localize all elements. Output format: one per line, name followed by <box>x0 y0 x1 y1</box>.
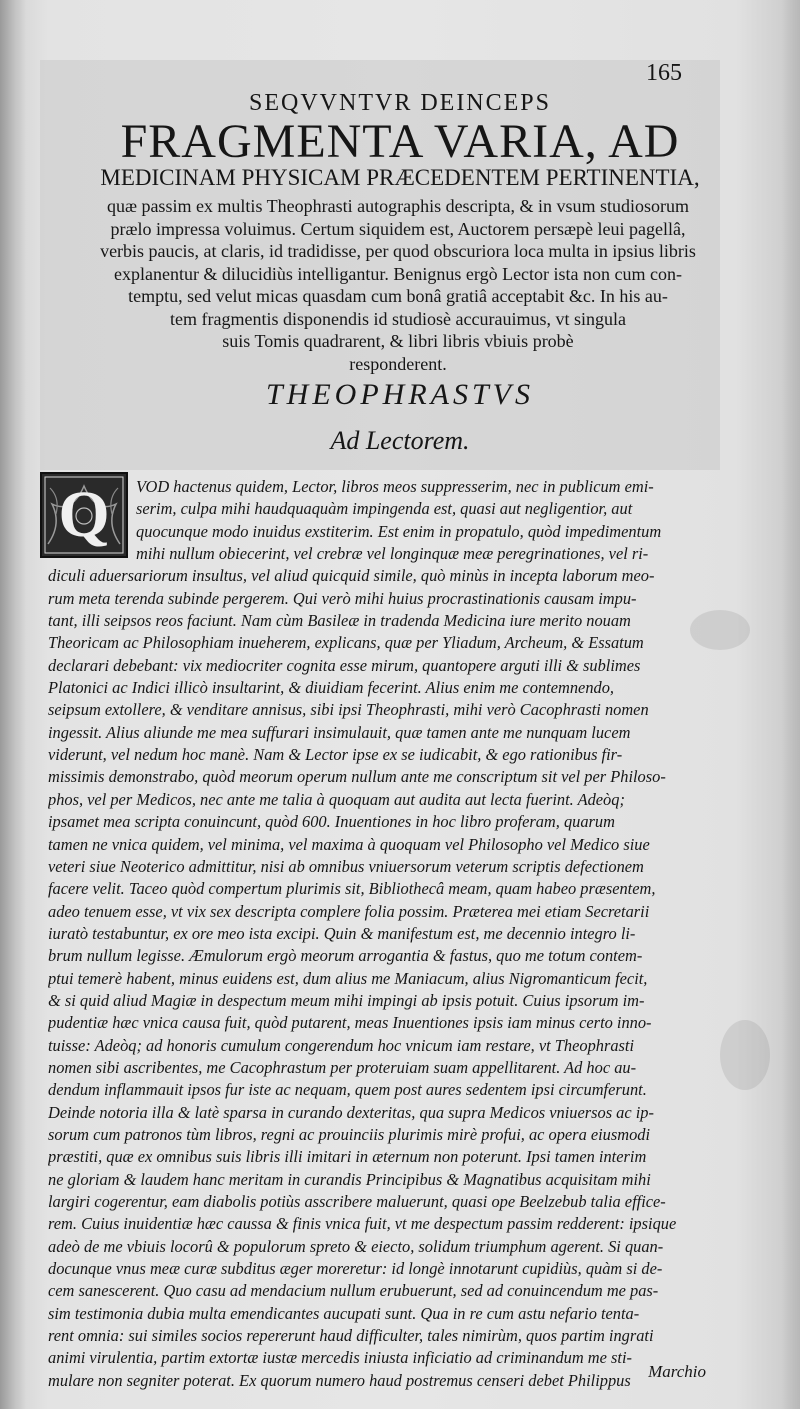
text-line: mulare non segniter poterat. Ex quorum numero haud postremus censeri debet Philippus <box>48 1370 631 1390</box>
text-line: diculi aduersariorum insultus, vel aliud quicquid simile, quò minùs in incepta laborum meo- <box>48 566 655 586</box>
text-line: veteri siue Neoterico admittitur, nisi ab omnibus vniuersorum veterum scriptis defectionem <box>48 856 644 876</box>
text-line: docunque vnus meæ curæ subditus æger moreretur: id longè innotarunt cupidiùs, quàm si de- <box>48 1259 663 1279</box>
text-line: serim, culpa mihi haudquaquàm impingenda est, quasi aut negligentior, aut <box>136 499 633 519</box>
text-line: adeo tenuem esse, vt vix sex descripta complere folia possim. Præterea mei etiam Secretarii <box>48 901 650 921</box>
text-line: missimis demonstrabo, quòd meorum operum nullum ante me conscriptum sit vel per Philoso- <box>48 767 666 787</box>
text-line: ptui temerè habent, minus euidens est, dum alius me Maniacum, alius Nigromanticum fecit, <box>48 968 648 988</box>
catchword: Marchio <box>648 1362 706 1381</box>
text-line: tuisse: Adeòq; ad honoris cumulum congerendum hoc vnicum iam restare, vt Theophrasti <box>48 1035 635 1055</box>
text-line: largiri cogerentur, eam diabolis potiùs asscribere maluerunt, quasi ope Beelzebub talia effice- <box>48 1192 666 1211</box>
subtitle: MEDICINAM PHYSICAM PRÆCEDENTEM PERTINENTIA, <box>100 165 700 190</box>
text-line: tamen ne vnica quidem, vel minima, vel maxima à quoquam vel Philosopho vel Medico siue <box>48 834 650 854</box>
text-line: & si quid aliud Magiæ in despectum meum mihi impingi ab ipsis potuit. Cuius ipsorum im- <box>48 990 645 1010</box>
text-line: facere velit. Taceo quòd compertum plurimis sit, Bibliothecâ meam, quam habeo præsentem, <box>48 879 656 899</box>
main-title: FRAGMENTA VARIA, AD <box>120 115 680 168</box>
text-line: sim testimonia dubia multa emendicantes aucupati sunt. Qua in re cum astu nefario tenta- <box>48 1303 640 1323</box>
text-line: cem sanescerent. Quo casu ad mendacium nullum erubuerunt, sed ad conuincendum me pas- <box>48 1281 659 1301</box>
intro-paragraph <box>48 195 748 375</box>
text-line: rem. Cuius inuidentiæ hæc caussa & finis vnica fuit, vt me despectum passim redderent: ipsique <box>48 1214 677 1234</box>
text-line: dendum inflammauit ipsos fur iste ac nequam, quem post aures sedentem ipsi circumferunt. <box>48 1080 647 1100</box>
text-line: ne gloriam & laudem hanc meritam in curandis Principibus & Magnatibus acquisitam mihi <box>48 1169 651 1189</box>
intro-line: suis Tomis quadrarent, & libri libris vbiuis probè <box>222 331 574 351</box>
initial-letter: Q <box>58 478 110 551</box>
page-edge-shadow <box>782 0 800 1409</box>
text-line: Platonici ac Indici illicò insultarint, & diuidiam fecerint. Alius enim me contemnendo, <box>48 678 614 698</box>
text-line: præstiti, quæ ex omnibus suis libris illi imitari in æternum non poterunt. Ipsi tamen interim <box>48 1147 647 1167</box>
text-line: Deinde notoria illa & latè sparsa in curando dexteritas, qua supra Medicos vniuersos ac ip- <box>48 1102 654 1122</box>
text-line: rum meta terenda subinde pergerem. Qui verò mihi huius procrastinationis causam impu- <box>48 588 637 608</box>
text-line: pudentiæ hæc vnica causa fuit, quòd putarent, meas Inuentiones ipsis iam minus certo inno- <box>48 1013 652 1033</box>
text-line: sorum cum patronos tùm libros, regni ac prouinciis plurimis mirè profui, ac opera eiusmodi <box>48 1124 651 1144</box>
gutter-shadow <box>0 0 26 1409</box>
body-text <box>48 476 708 1392</box>
paper-stain <box>720 1020 770 1090</box>
text-line: adeò de me vbiuis locorû & populorum spreto & eiecto, solidum triumphum agerent. Si quan- <box>48 1236 664 1256</box>
text-line: nomen sibi ascribentes, me Cacophrastum per proteruiam suam appellitarent. Ad hoc au- <box>48 1057 637 1077</box>
intro-line: tem fragmentis disponendis id studiosè accurauimus, vt singula <box>170 308 626 329</box>
intro-line: quæ passim ex multis Theophrasti autographis descripta, & in vsum studiosorum <box>106 196 690 216</box>
text-line: VOD hactenus quidem, Lector, libros meos suppresserim, nec in publicum emi- <box>136 477 654 496</box>
text-line: animi virulentia, partim extortæ iustæ mercedis iniusta inficiatio ad criminandum me sti- <box>48 1348 632 1368</box>
intro-line: temptu, sed velut micas quasdam cum bonâ gratiâ acceptabit &c. In his au- <box>128 286 668 306</box>
text-line: rent omnia: sui similes socios repererunt haud difficulter, tales nimirùm, quos partim ingrati <box>48 1326 654 1346</box>
text-line: viderunt, vel nedum hoc manè. Nam & Lector ipse ex se iudicabit, & ego rationibus fir- <box>48 745 623 765</box>
text-line: quocunque modo inuidus exstiterim. Est enim in propatulo, quòd impedimentum <box>136 521 662 541</box>
author-heading: THEOPHRASTVS <box>266 378 534 411</box>
header-sequuntur: SEQVVNTVR DEINCEPS <box>248 90 551 116</box>
text-line: mihi nullum obiecerint, vel crebræ vel longinquæ meæ peregrinationes, vel ri- <box>136 544 649 564</box>
intro-line: explanentur & dilucidiùs intelligantur. Benignus ergò Lector ista non cum con- <box>113 263 683 284</box>
text-line: seipsum extollere, & venditare annisus, sibi ipsi Theophrasti, mihi verò Cacophrasti nomen <box>48 700 649 720</box>
intro-line: responderent. <box>349 353 447 374</box>
intro-line: verbis paucis, at claris, id tradidisse, per quod obscuriora loca multa in ipsius libris <box>100 241 696 261</box>
page-number: 165 <box>646 60 682 86</box>
section-heading: Ad Lectorem. <box>330 426 470 455</box>
text-line: declarari debebant: vix mediocriter cognita esse mirum, quantopere arguti illi & sublimes <box>48 655 641 675</box>
text-line: Theoricam ac Philosophiam inueherem, explicans, quæ per Yliadum, Archeum, & Essatum <box>48 633 644 653</box>
text-line: tant, illi seipsos reos faciunt. Nam cùm Basileæ in tradenda Medicina iure merito nouam <box>48 611 631 631</box>
intro-line: prælo impressa voluimus. Certum siquidem est, Auctorem persæpè leui pagellâ, <box>110 218 686 239</box>
text-line: iuratò testabuntur, ex ore meo ista excipi. Quin & manifestum est, me decennio integro li- <box>48 923 636 943</box>
text-line: ipsamet mea scripta conuincunt, quòd 600. Inuentiones in hoc libro proferam, quarum <box>48 812 615 832</box>
text-line: phos, vel per Medicos, nec ante me talia à quoquam aut audita aut lecta fuerint. Adeòq; <box>48 789 625 809</box>
text-line: ingessit. Alius aliunde me mea suffurari insimulauit, quæ tamen ante me nunquam lucem <box>48 722 631 742</box>
text-line: brum nullum legisse. Æmulorum ergò meorum arrogantia & fastus, quo me totum contem- <box>48 946 643 966</box>
